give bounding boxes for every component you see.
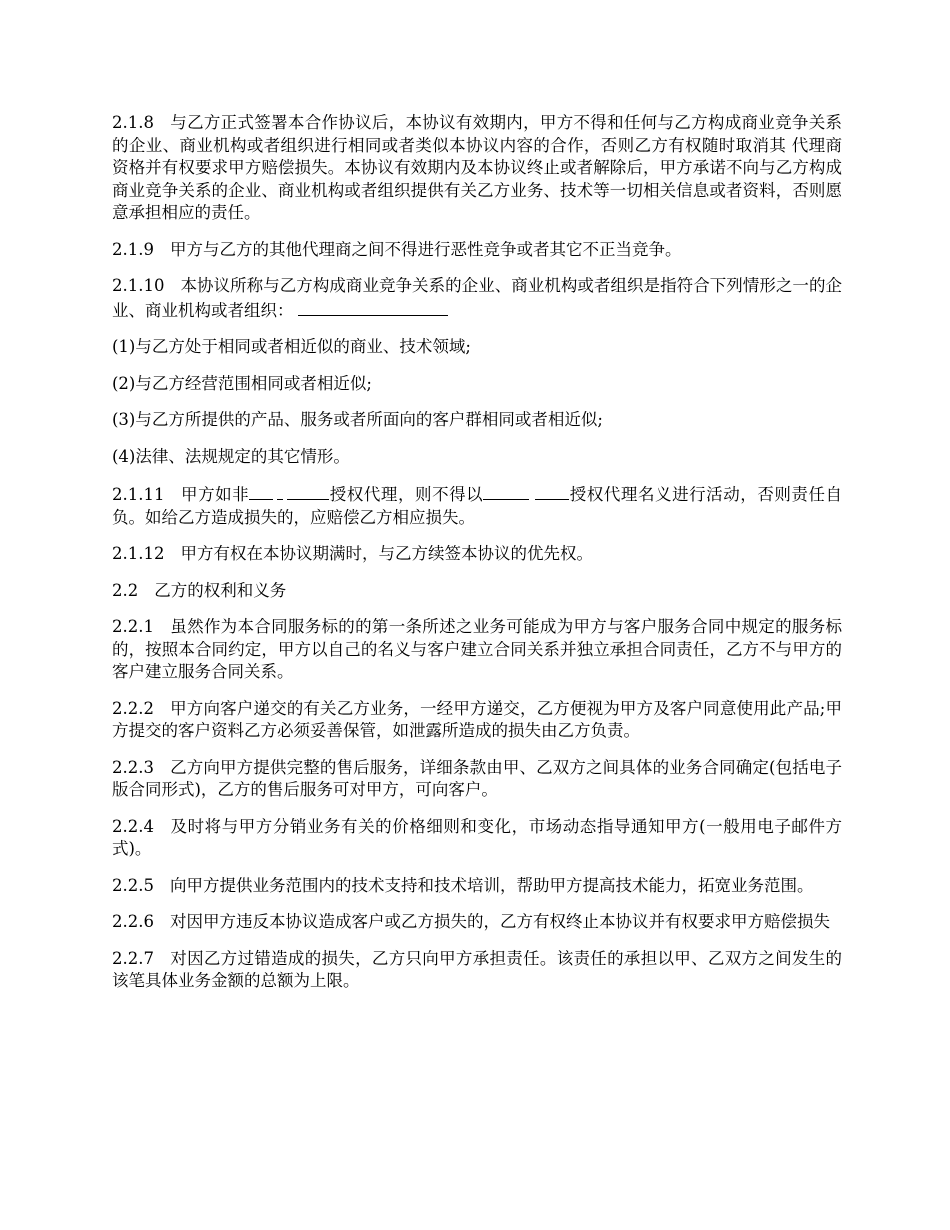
section-number: 2.2	[112, 580, 139, 600]
section-heading-2-2	[112, 580, 842, 603]
clause-number: 2.1.11	[112, 485, 165, 504]
list-item: (2)与乙方经营范围相同或者相近似;	[112, 373, 372, 393]
clause-number: 2.2.4	[112, 816, 154, 836]
clause-2-1-12	[112, 543, 842, 566]
list-item: (4)法律、法规规定的其它情形。	[112, 446, 350, 466]
list-item: (1)与乙方处于相同或者相近似的商业、技术领域;	[112, 337, 471, 356]
clause-text: 甲方有权在本协议期满时，与乙方续签本协议的优先权。	[180, 544, 593, 563]
clause-text: 授权代理，则不得以	[329, 485, 484, 504]
clause-2-2-7	[112, 948, 842, 993]
clause-text: 授权代理名义进行活动，否则责任自负。如给乙方造成损失的，应赔偿乙方相应损失。	[112, 485, 843, 527]
clause-text: 本协议所称与乙方构成商业竞争关系的企业、商业机构或者组织是指符合下列情形之一的企业、商业机构或者组织：	[112, 276, 842, 320]
clause-2-2-2	[112, 698, 842, 743]
clause-2-2-4	[112, 816, 842, 861]
clause-number: 2.1.12	[112, 544, 165, 563]
clause-text: 与乙方正式签署本合作协议后，本协议有效期内，甲方不得和任何与乙方构成商业竞争关系的企业、商业机构或者组织进行相同或者类似本协议内容的合作，否则乙方有权随时取消其 代理商资格并有权要求甲方赔偿损失。本协议有效期内及本协议终止或者解除后，甲方承诺不向与乙方构成商业竞争关系的企业、商业机构或者组织提供有关乙方业务、技术等一切相关信息或者资料，否则愿意承担相应的责任。	[112, 113, 842, 222]
clause-text: 乙方向甲方提供完整的售后服务，详细条款由甲、乙双方之间具体的业务合同确定(包括电子版合同形式)，乙方的售后服务可对甲方，可向客户。	[112, 757, 842, 799]
fill-in-blank	[535, 482, 569, 500]
clause-2-2-5	[112, 875, 842, 898]
clause-2-2-3	[112, 757, 842, 802]
clause-number: 2.2.5	[112, 875, 154, 895]
clause-number: 2.2.7	[112, 948, 154, 968]
clause-2-1-10	[112, 275, 842, 322]
clause-2-1-9	[112, 239, 842, 262]
fill-in-blank	[298, 298, 448, 316]
clause-text: 向甲方提供业务范围内的技术支持和技术培训，帮助甲方提高技术能力，拓宽业务范围。	[169, 875, 814, 895]
clause-text: 对因乙方过错造成的损失，乙方只向甲方承担责任。该责任的承担以甲、乙双方之间发生的该笔具体业务金额的总额为上限。	[112, 948, 842, 990]
clause-number: 2.1.8	[112, 113, 154, 132]
clause-text: 虽然作为本合同服务标的的第一条所述之业务可能成为甲方与客户服务合同中规定的服务标的，按照本合同约定，甲方以自己的名义与客户建立合同关系并独立承担合同责任，乙方不与甲方的客户建立服务合同关系。	[112, 617, 842, 681]
list-item: (3)与乙方所提供的产品、服务或者所面向的客户群相同或者相近似;	[112, 410, 603, 429]
clause-text: 甲方与乙方的其他代理商之间不得进行恶性竞争或者其它不正当竞争。	[169, 239, 682, 259]
clause-text: 甲方向客户递交的有关乙方业务，一经甲方递交，乙方便视为甲方及客户同意使用此产品;甲方提交的客户资料乙方必须妥善保管，如泄露所造成的损失由乙方负责。	[112, 698, 842, 740]
clause-number: 2.2.6	[112, 912, 154, 931]
fill-in-blank	[249, 482, 273, 500]
clause-number: 2.1.10	[112, 276, 165, 295]
clause-text: 甲方如非	[180, 485, 250, 504]
clause-number: 2.2.3	[112, 757, 154, 777]
clause-text: 及时将与甲方分销业务有关的价格细则和变化，市场动态指导通知甲方(一般用电子邮件方式)。	[112, 816, 842, 858]
fill-in-blank	[287, 482, 329, 500]
clause-text: 对因甲方违反本协议造成客户或乙方损失的，乙方有权终止本协议并有权要求甲方赔偿损失	[169, 912, 830, 931]
clause-2-1-11	[112, 482, 842, 529]
clause-2-2-1	[112, 616, 842, 684]
document-page	[112, 112, 842, 1007]
clause-2-1-8	[112, 112, 842, 225]
fill-in-blank	[483, 482, 529, 500]
fill-in-blank	[277, 482, 283, 500]
clause-number: 2.2.2	[112, 698, 154, 718]
clause-2-2-6	[112, 911, 842, 934]
clause-number: 2.1.9	[112, 239, 154, 259]
clause-number: 2.2.1	[112, 617, 154, 636]
section-title: 乙方的权利和义务	[154, 580, 287, 600]
